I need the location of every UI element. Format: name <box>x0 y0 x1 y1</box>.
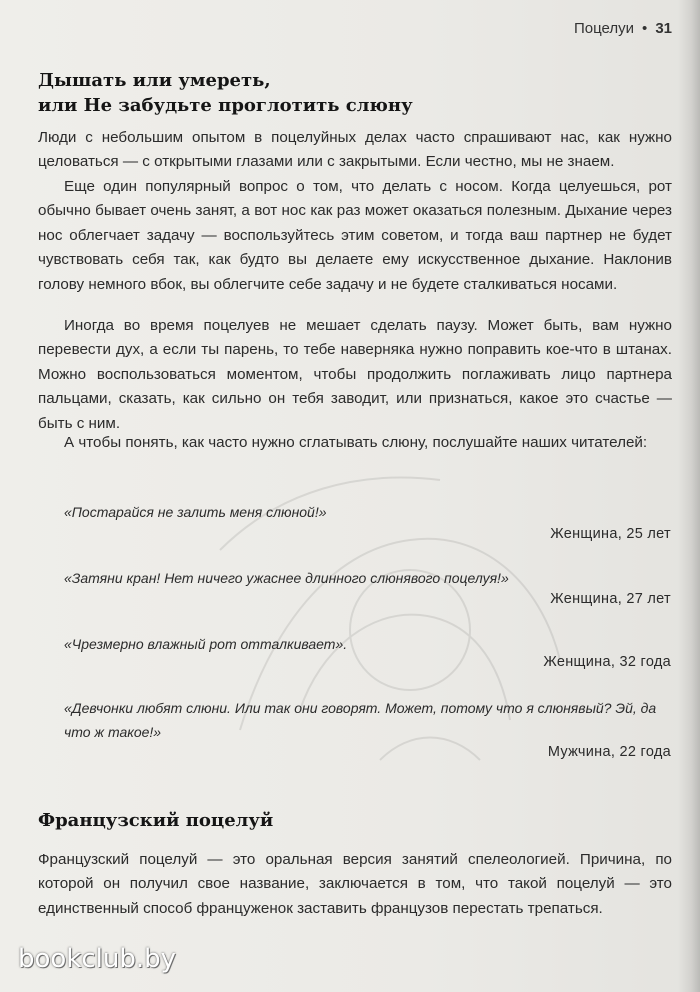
paragraph-4: А чтобы понять, как часто нужно сглатывать слюну, послушайте наших читателей: <box>64 434 648 451</box>
reader-quote-4: «Девчонки любят слюни. Или так они говорят. Может, потому что я слюнявый? Эй, да что ж такое!» <box>64 700 657 740</box>
watermark: bookclub.by <box>18 944 177 974</box>
quote-author-3: Женщина, 32 года <box>543 654 671 670</box>
paragraph-2: Еще один популярный вопрос о том, что делать с носом. Когда целуешься, рот обычно бывает очень занят, а вот нос как раз может оказаться полезным. Дыхание через нос облегчает задачу — воспользуйтесь этим советом, и тогда ваш партнер не будет чувствовать себя так, как будто вы делаете ему искусственное дыхание. Наклонив голову немного вбок, вы облегчите себе задачу и не будете сталкиваться носами. <box>38 178 672 293</box>
page-number: 31 <box>655 20 672 37</box>
section-heading-french-kiss: Французский поцелуй <box>38 810 274 831</box>
quote-author-4: Мужчина, 22 года <box>547 744 671 760</box>
page-spine-shadow <box>678 0 700 992</box>
reader-quote-3: «Чрезмерно влажный рот отталкивает». <box>64 636 348 652</box>
chapter-title: Поцелуи <box>574 20 635 37</box>
reader-quote-1: «Постарайся не залить меня слюной!» <box>64 504 327 520</box>
running-header <box>574 20 672 37</box>
section-heading-breathing <box>38 68 413 118</box>
paragraph-1: Люди с небольшим опытом в поцелуйных делах часто спрашивают нас, как нужно целоваться — с открытыми глазами или с закрытыми. Если честно, мы не знаем. <box>38 129 672 171</box>
quote-author-2: Женщина, 27 лет <box>550 591 671 607</box>
paragraph-french-kiss: Французский поцелуй — это оральная версия занятий спелеологией. Причина, по которой он получил свое название, заключается в том, что такой поцелуй — это единственный способ француженок заставить французов перестать трепаться. <box>38 851 672 917</box>
header-separator: • <box>642 20 648 37</box>
heading-line-2: или Не забудьте проглотить слюну <box>38 95 413 116</box>
heading-line-1: Дышать или умереть, <box>38 70 271 91</box>
quote-author-1: Женщина, 25 лет <box>550 526 671 542</box>
paragraph-3: Иногда во время поцелуев не мешает сделать паузу. Может быть, вам нужно перевести дух, а если ты парень, то тебе наверняка нужно поправить кое-что в штанах. Можно воспользоваться моментом, чтобы продолжить поглаживать лицо партнера пальцами, сказать, как сильно он тебя заводит, или признаться, какое это счастье — быть с ним. <box>38 317 672 432</box>
reader-quote-2: «Затяни кран! Нет ничего ужаснее длинного слюнявого поцелуя!» <box>64 570 509 586</box>
